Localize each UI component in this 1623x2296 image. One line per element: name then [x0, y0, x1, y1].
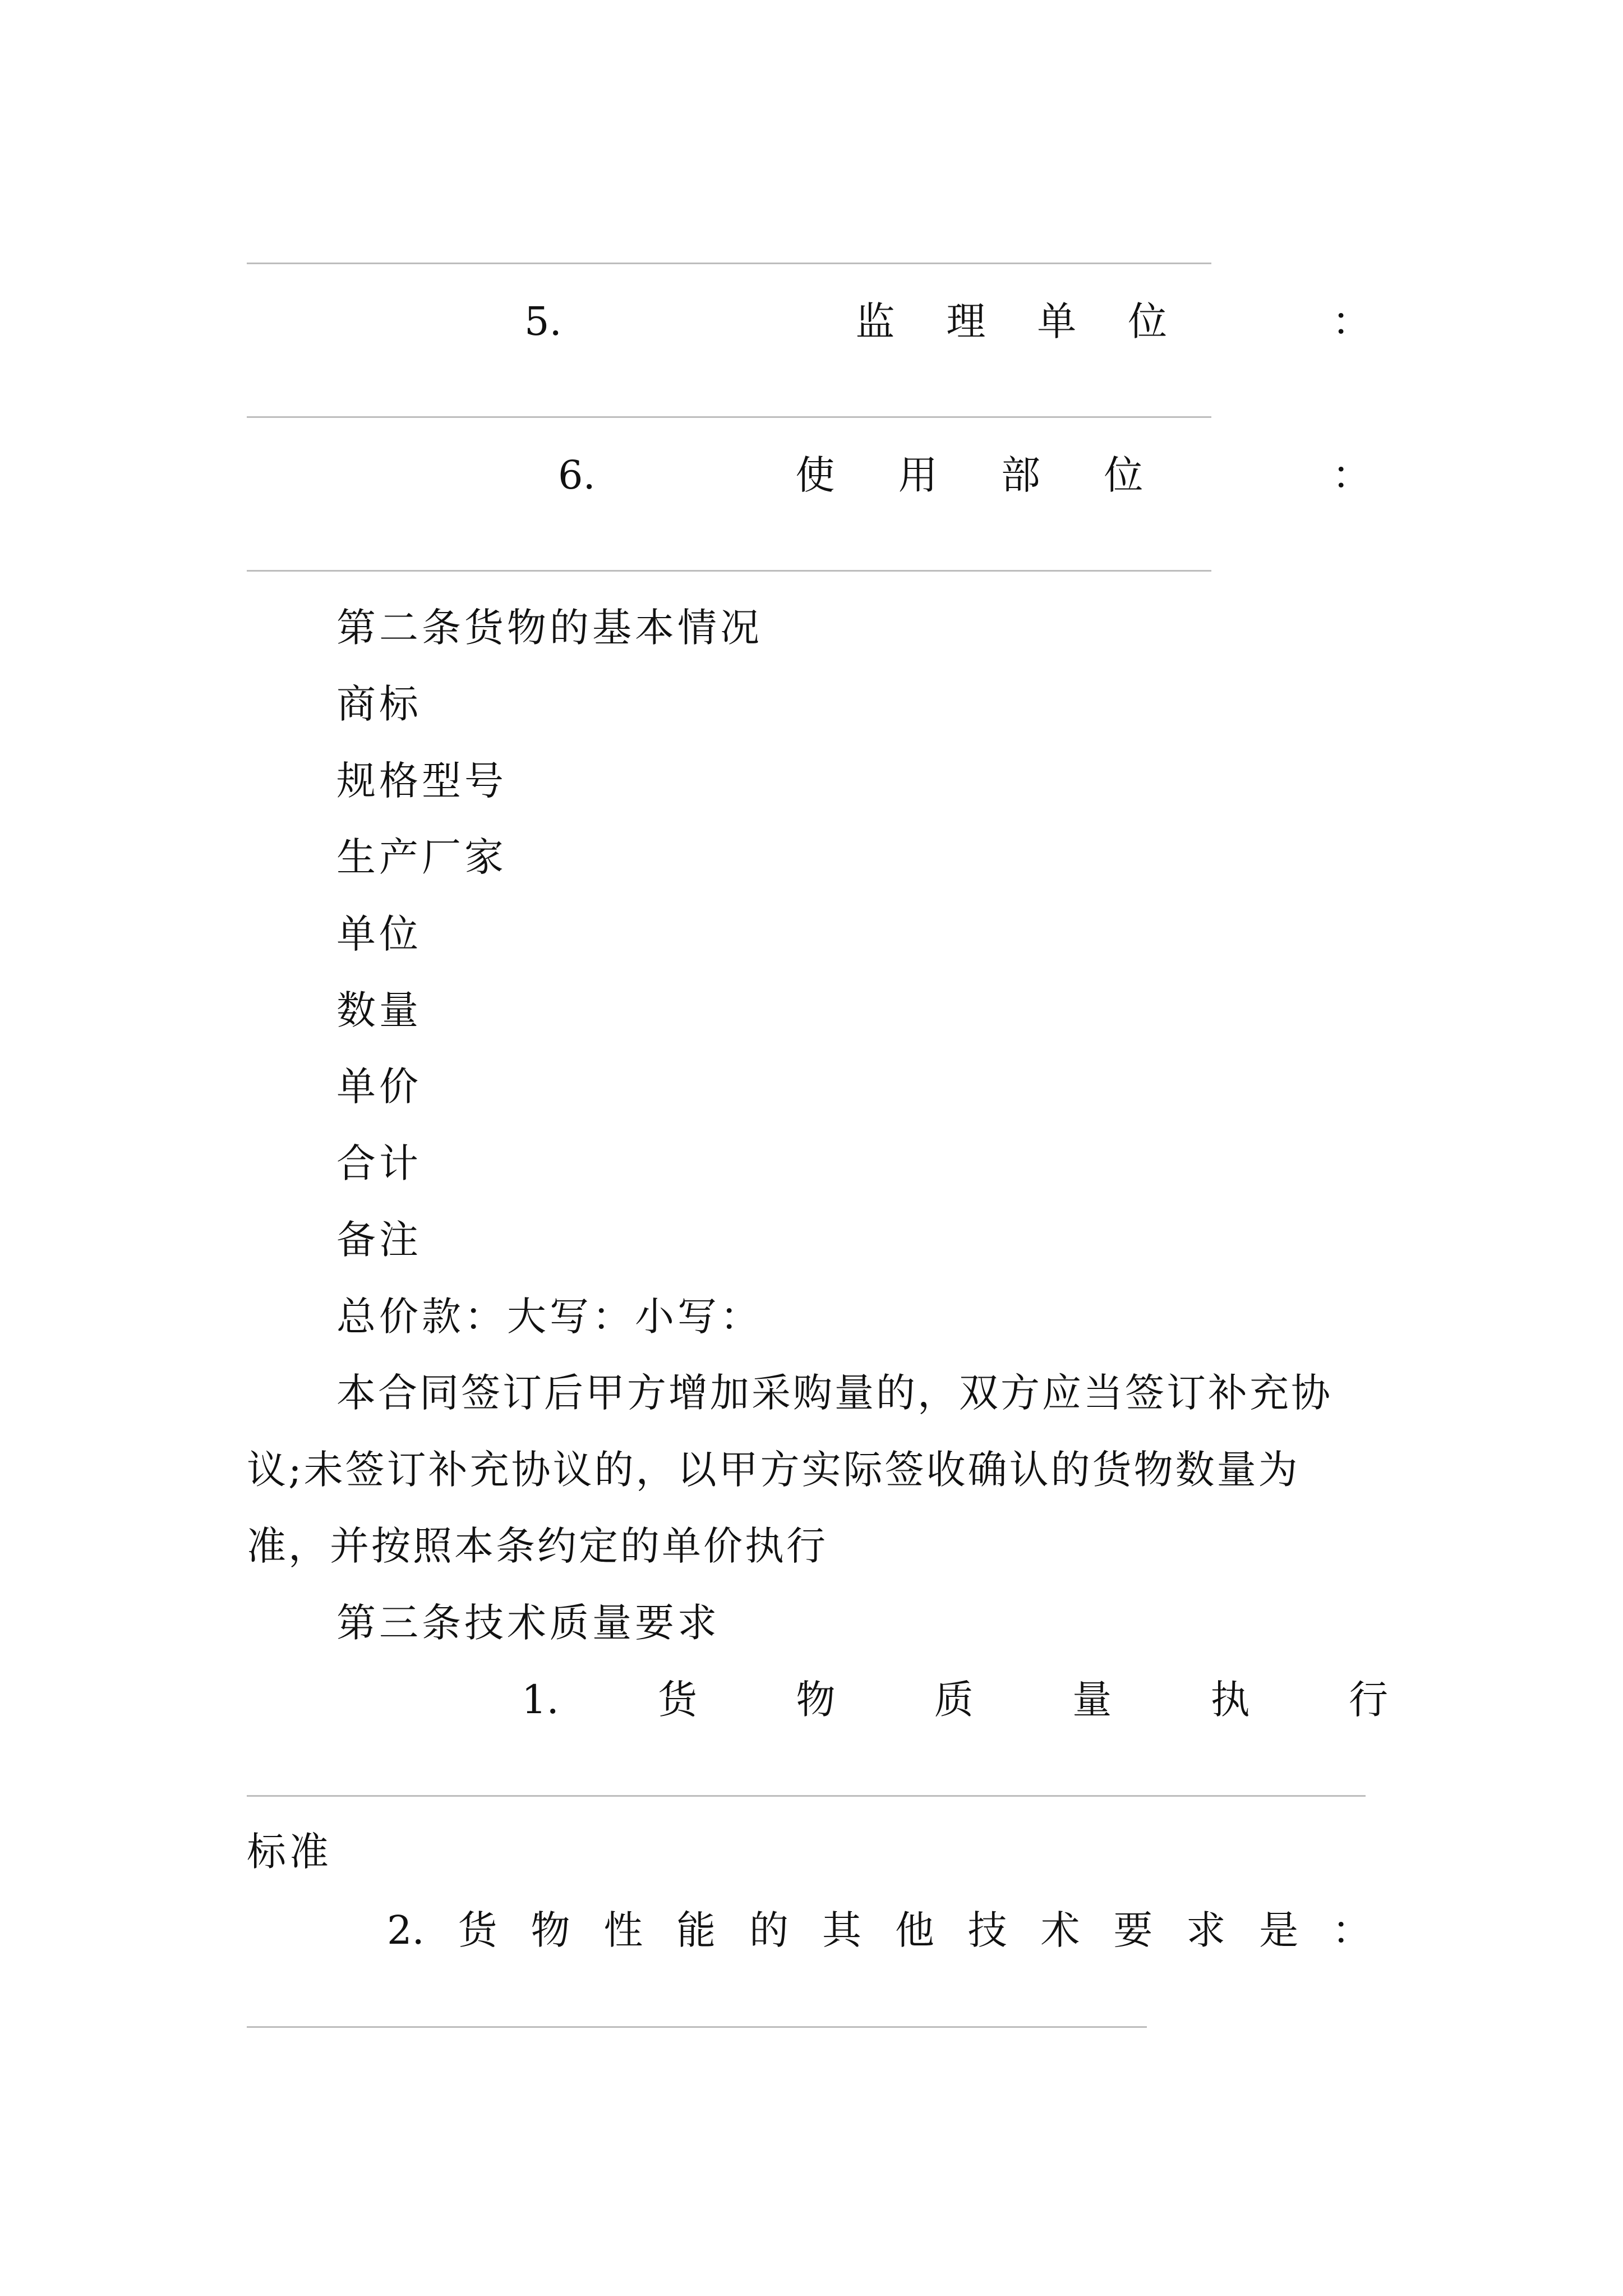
- item-2-char: 其: [822, 1907, 861, 1953]
- item-2-number: 2.: [387, 1907, 425, 1953]
- blank-rule-item-5: [247, 416, 1211, 418]
- item-2-char: 货: [458, 1907, 497, 1953]
- article-2-heading: 第二条货物的基本情况: [336, 605, 763, 651]
- item-2-char: 物: [531, 1907, 570, 1953]
- item-2-char: 技: [967, 1907, 1007, 1953]
- item-2-char: 求: [1186, 1907, 1226, 1953]
- item-1-continuation: 标准: [247, 1829, 332, 1875]
- item-1-char: 执: [1210, 1677, 1250, 1723]
- blank-rule-item-6: [247, 570, 1211, 572]
- item-2-char: 术: [1040, 1907, 1080, 1953]
- field-label: 规格型号: [336, 758, 507, 804]
- blank-rule-item-1: [247, 1795, 1366, 1797]
- item-2-char: 是: [1259, 1907, 1299, 1953]
- item-6-char: 位: [1104, 452, 1144, 498]
- note-line: 本合同签订后甲方增加采购量的，双方应当签订补充协: [336, 1370, 1332, 1416]
- item-1-char: 物: [796, 1677, 836, 1723]
- blank-rule-item-2: [247, 2026, 1147, 2028]
- item-1-quality-standard: [522, 1669, 1388, 1731]
- item-6-colon: ：: [1331, 452, 1371, 498]
- item-5-char: 位: [1128, 298, 1168, 344]
- item-6-usage-location: [558, 444, 1371, 506]
- field-label: 生产厂家: [336, 834, 507, 880]
- field-label: 备注: [336, 1217, 422, 1263]
- item-5-char: 监: [855, 298, 895, 344]
- item-1-char: 质: [934, 1677, 974, 1723]
- article-3-heading: 第三条技术质量要求: [336, 1600, 720, 1646]
- field-label: 数量: [336, 987, 422, 1033]
- field-label: 单价: [336, 1064, 422, 1110]
- item-1-char: 行: [1348, 1677, 1388, 1723]
- item-1-char: 量: [1072, 1677, 1112, 1723]
- note-line: 准，并按照本条约定的单价执行: [247, 1523, 828, 1569]
- item-6-char: 使: [795, 452, 835, 498]
- note-line: 议;未签订补充协议的，以甲方实际签收确认的货物数量为: [247, 1447, 1300, 1493]
- item-6-number: 6.: [558, 452, 596, 498]
- item-2-char: 能: [676, 1907, 716, 1953]
- item-5-number: 5.: [524, 298, 562, 344]
- item-2-char: 要: [1113, 1907, 1153, 1953]
- item-5-supervision-unit: [524, 291, 1371, 352]
- field-label: 合计: [336, 1140, 422, 1186]
- item-2-char: 的: [749, 1907, 789, 1953]
- item-2-char: 性: [603, 1907, 643, 1953]
- total-price-line: 总价款：大写：小写：: [336, 1294, 763, 1340]
- field-label: 商标: [336, 681, 422, 727]
- item-5-char: 理: [946, 298, 986, 344]
- item-1-number: 1.: [522, 1677, 559, 1723]
- item-5-char: 单: [1037, 298, 1077, 344]
- item-2-performance-requirements: [387, 1899, 1371, 1961]
- item-2-char: 他: [895, 1907, 934, 1953]
- field-label: 单位: [336, 911, 422, 957]
- item-6-char: 用: [898, 452, 938, 498]
- item-1-char: 货: [658, 1677, 698, 1723]
- item-6-char: 部: [1001, 452, 1041, 498]
- item-2-colon: ：: [1331, 1907, 1371, 1953]
- item-5-colon: ：: [1331, 298, 1371, 344]
- blank-rule-top: [247, 263, 1211, 264]
